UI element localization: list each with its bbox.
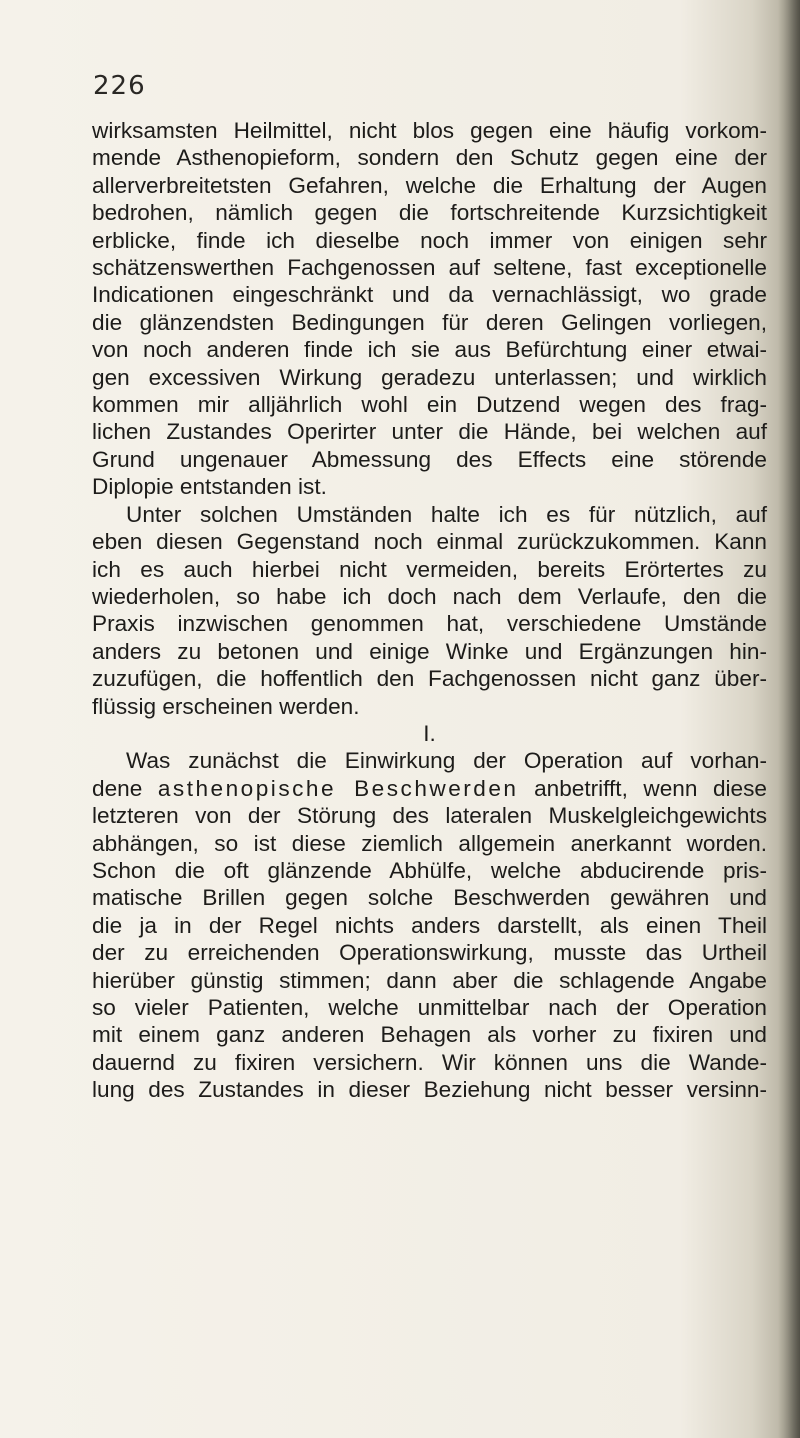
text-line: schätzenswerthen Fachgenossen auf seltene, fast exceptionelle <box>92 255 767 281</box>
text-line: matische Brillen gegen solche Beschwerden gewähren und <box>92 885 767 911</box>
text-line: Diplopie entstanden ist. <box>92 474 327 500</box>
text-line: lung des Zustandes in dieser Beziehung nicht besser versinn- <box>92 1077 767 1103</box>
text-line: erblicke, finde ich dieselbe noch immer von einigen sehr <box>92 227 767 253</box>
text-line: eben diesen Gegenstand noch einmal zurückzukommen. Kann <box>92 529 767 555</box>
text-line: Schon die oft glänzende Abhülfe, welche abducirende pris- <box>92 857 767 883</box>
text-line: zuzufügen, die hoffentlich den Fachgenossen nicht ganz über- <box>92 666 767 692</box>
text-line: lichen Zustandes Operirter unter die Hände, bei welchen auf <box>92 419 767 445</box>
text-line: flüssig erscheinen werden. <box>92 693 360 719</box>
text-line: Praxis inzwischen genommen hat, verschiedene Umstände <box>92 611 767 637</box>
text-line: wiederholen, so habe ich doch nach dem Verlaufe, den die <box>92 583 767 609</box>
text-line: allerverbreitetsten Gefahren, welche die Erhaltung der Augen <box>92 172 767 198</box>
page-number: 226 <box>93 71 146 101</box>
text-line: wirksamsten Heilmittel, nicht blos gegen eine häufig vorkom- <box>92 118 767 143</box>
text-line: letzteren von der Störung des lateralen Muskelgleichgewichts <box>92 803 767 829</box>
text-line: anders zu betonen und einige Winke und Ergänzungen hin- <box>92 638 767 664</box>
text-line: Grund ungenauer Abmessung des Effects eine störende <box>92 446 767 472</box>
page-edge-shadow <box>778 0 800 1438</box>
text-line: die glänzendsten Bedingungen für deren Gelingen vorliegen, <box>92 309 767 335</box>
body-text <box>92 117 767 1104</box>
text-line: mit einem ganz anderen Behagen als vorher zu fixiren und <box>92 1022 767 1048</box>
text-line: Was zunächst die Einwirkung der Operation auf vorhan- <box>126 748 767 774</box>
text-line: mende Asthenopieform, sondern den Schutz gegen eine der <box>92 145 767 171</box>
text-line: Unter solchen Umständen halte ich es für nützlich, auf <box>126 501 767 527</box>
text-fragment: anbetrifft, wenn diese <box>534 775 767 801</box>
text-line: der zu erreichenden Operationswirkung, musste das Urtheil <box>92 940 767 966</box>
section-heading: I. <box>423 720 436 746</box>
text-line: so vieler Patienten, welche unmittelbar nach der Operation <box>92 995 767 1020</box>
text-line: dauernd zu fixiren versichern. Wir können uns die Wande- <box>92 1049 767 1075</box>
text-line: abhängen, so ist diese ziemlich allgemein anerkannt worden. <box>92 830 767 856</box>
text-line: gen excessiven Wirkung geradezu unterlassen; und wirklich <box>92 364 767 390</box>
text-line: von noch anderen finde ich sie aus Befürchtung einer etwai- <box>92 337 767 363</box>
text-fragment: dene <box>92 775 143 801</box>
spaced-emphasis: asthenopische Beschwerden <box>157 775 519 801</box>
text-line-mixed <box>92 775 767 802</box>
text-line: kommen mir alljährlich wohl ein Dutzend wegen des frag- <box>92 392 767 418</box>
text-line: Indicationen eingeschränkt und da vernachlässigt, wo grade <box>92 282 767 308</box>
text-line: ich es auch hierbei nicht vermeiden, bereits Erörtertes zu <box>92 556 767 582</box>
text-line: die ja in der Regel nichts anders darstellt, als einen Theil <box>92 912 767 938</box>
text-line: hierüber günstig stimmen; dann aber die schlagende Angabe <box>92 967 767 993</box>
text-line: bedrohen, nämlich gegen die fortschreitende Kurzsichtigkeit <box>92 200 767 226</box>
